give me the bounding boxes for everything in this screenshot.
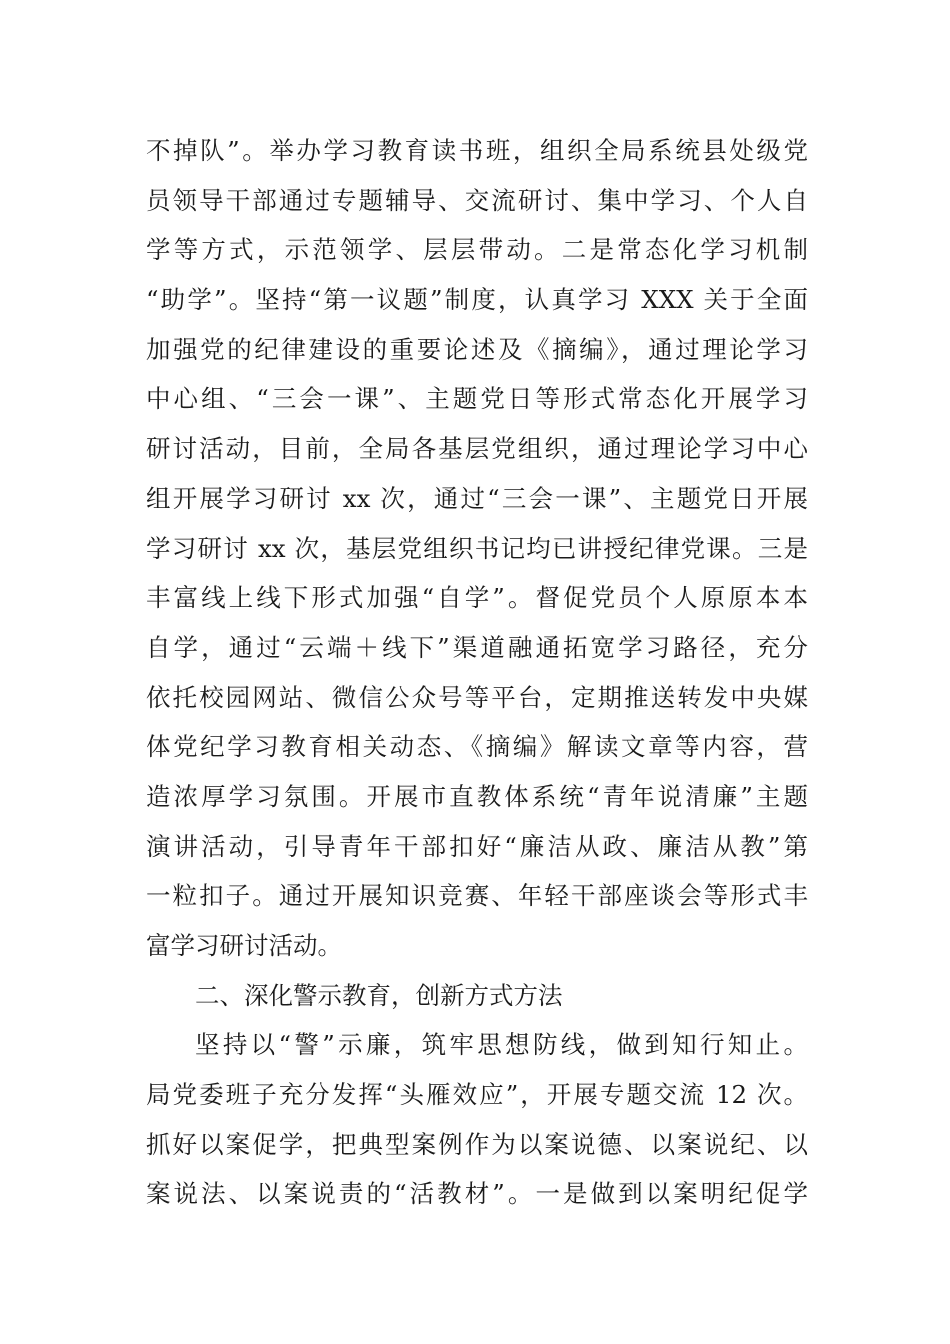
paragraph-line: 抓好以案促学，把典型案例作为以案说德、以案说纪、以 <box>146 1129 808 1159</box>
paragraph-line: 研讨活动，目前，全局各基层党组织，通过理论学习中心 <box>146 434 808 464</box>
paragraph-line: 体党纪学习教育相关动态、《摘编》解读文章等内容，营 <box>146 732 808 762</box>
paragraph-line: 坚持以“警”示廉，筑牢思想防线，做到知行知止。 <box>195 1030 808 1060</box>
paragraph-line: 自学，通过“云端＋线下”渠道融通拓宽学习路径，充分 <box>146 632 808 662</box>
paragraph-line: 加强党的纪律建设的重要论述及《摘编》，通过理论学习 <box>146 334 808 364</box>
paragraph-line: 局党委班子充分发挥“头雁效应”，开展专题交流 12 次。 <box>146 1080 808 1110</box>
paragraph-line: 案说法、以案说责的“活教材”。一是做到以案明纪促学 <box>146 1179 808 1209</box>
section-heading: 二、深化警示教育，创新方式方法 <box>195 980 563 1010</box>
paragraph-line: 依托校园网站、微信公众号等平台，定期推送转发中央媒 <box>146 682 808 712</box>
paragraph-line: 一粒扣子。通过开展知识竞赛、年轻干部座谈会等形式丰 <box>146 881 808 911</box>
document-body <box>146 126 808 1219</box>
paragraph-line: 组开展学习研讨 xx 次，通过“三会一课”、主题党日开展 <box>146 483 808 513</box>
paragraph-line: 造浓厚学习氛围。开展市直教体系统“青年说清廉”主题 <box>146 781 808 811</box>
paragraph-line: 丰富线上线下形式加强“自学”。督促党员个人原原本本 <box>146 583 808 613</box>
paragraph-line: 中心组、“三会一课”、主题党日等形式常态化开展学习 <box>146 384 808 414</box>
paragraph-line: 学习研讨 xx 次，基层党组织书记均已讲授纪律党课。三是 <box>146 533 808 563</box>
paragraph-line: 演讲活动，引导青年干部扣好“廉洁从政、廉洁从教”第 <box>146 831 808 861</box>
paragraph-line: 不掉队”。举办学习教育读书班，组织全局系统县处级党 <box>146 136 808 165</box>
paragraph-line: 富学习研讨活动。 <box>146 931 342 960</box>
paragraph-line: 员领导干部通过专题辅导、交流研讨、集中学习、个人自 <box>146 185 808 215</box>
paragraph-line: “助学”。坚持“第一议题”制度，认真学习 XXX 关于全面 <box>146 285 808 315</box>
paragraph-line: 学等方式，示范领学、层层带动。二是常态化学习机制 <box>146 235 808 265</box>
